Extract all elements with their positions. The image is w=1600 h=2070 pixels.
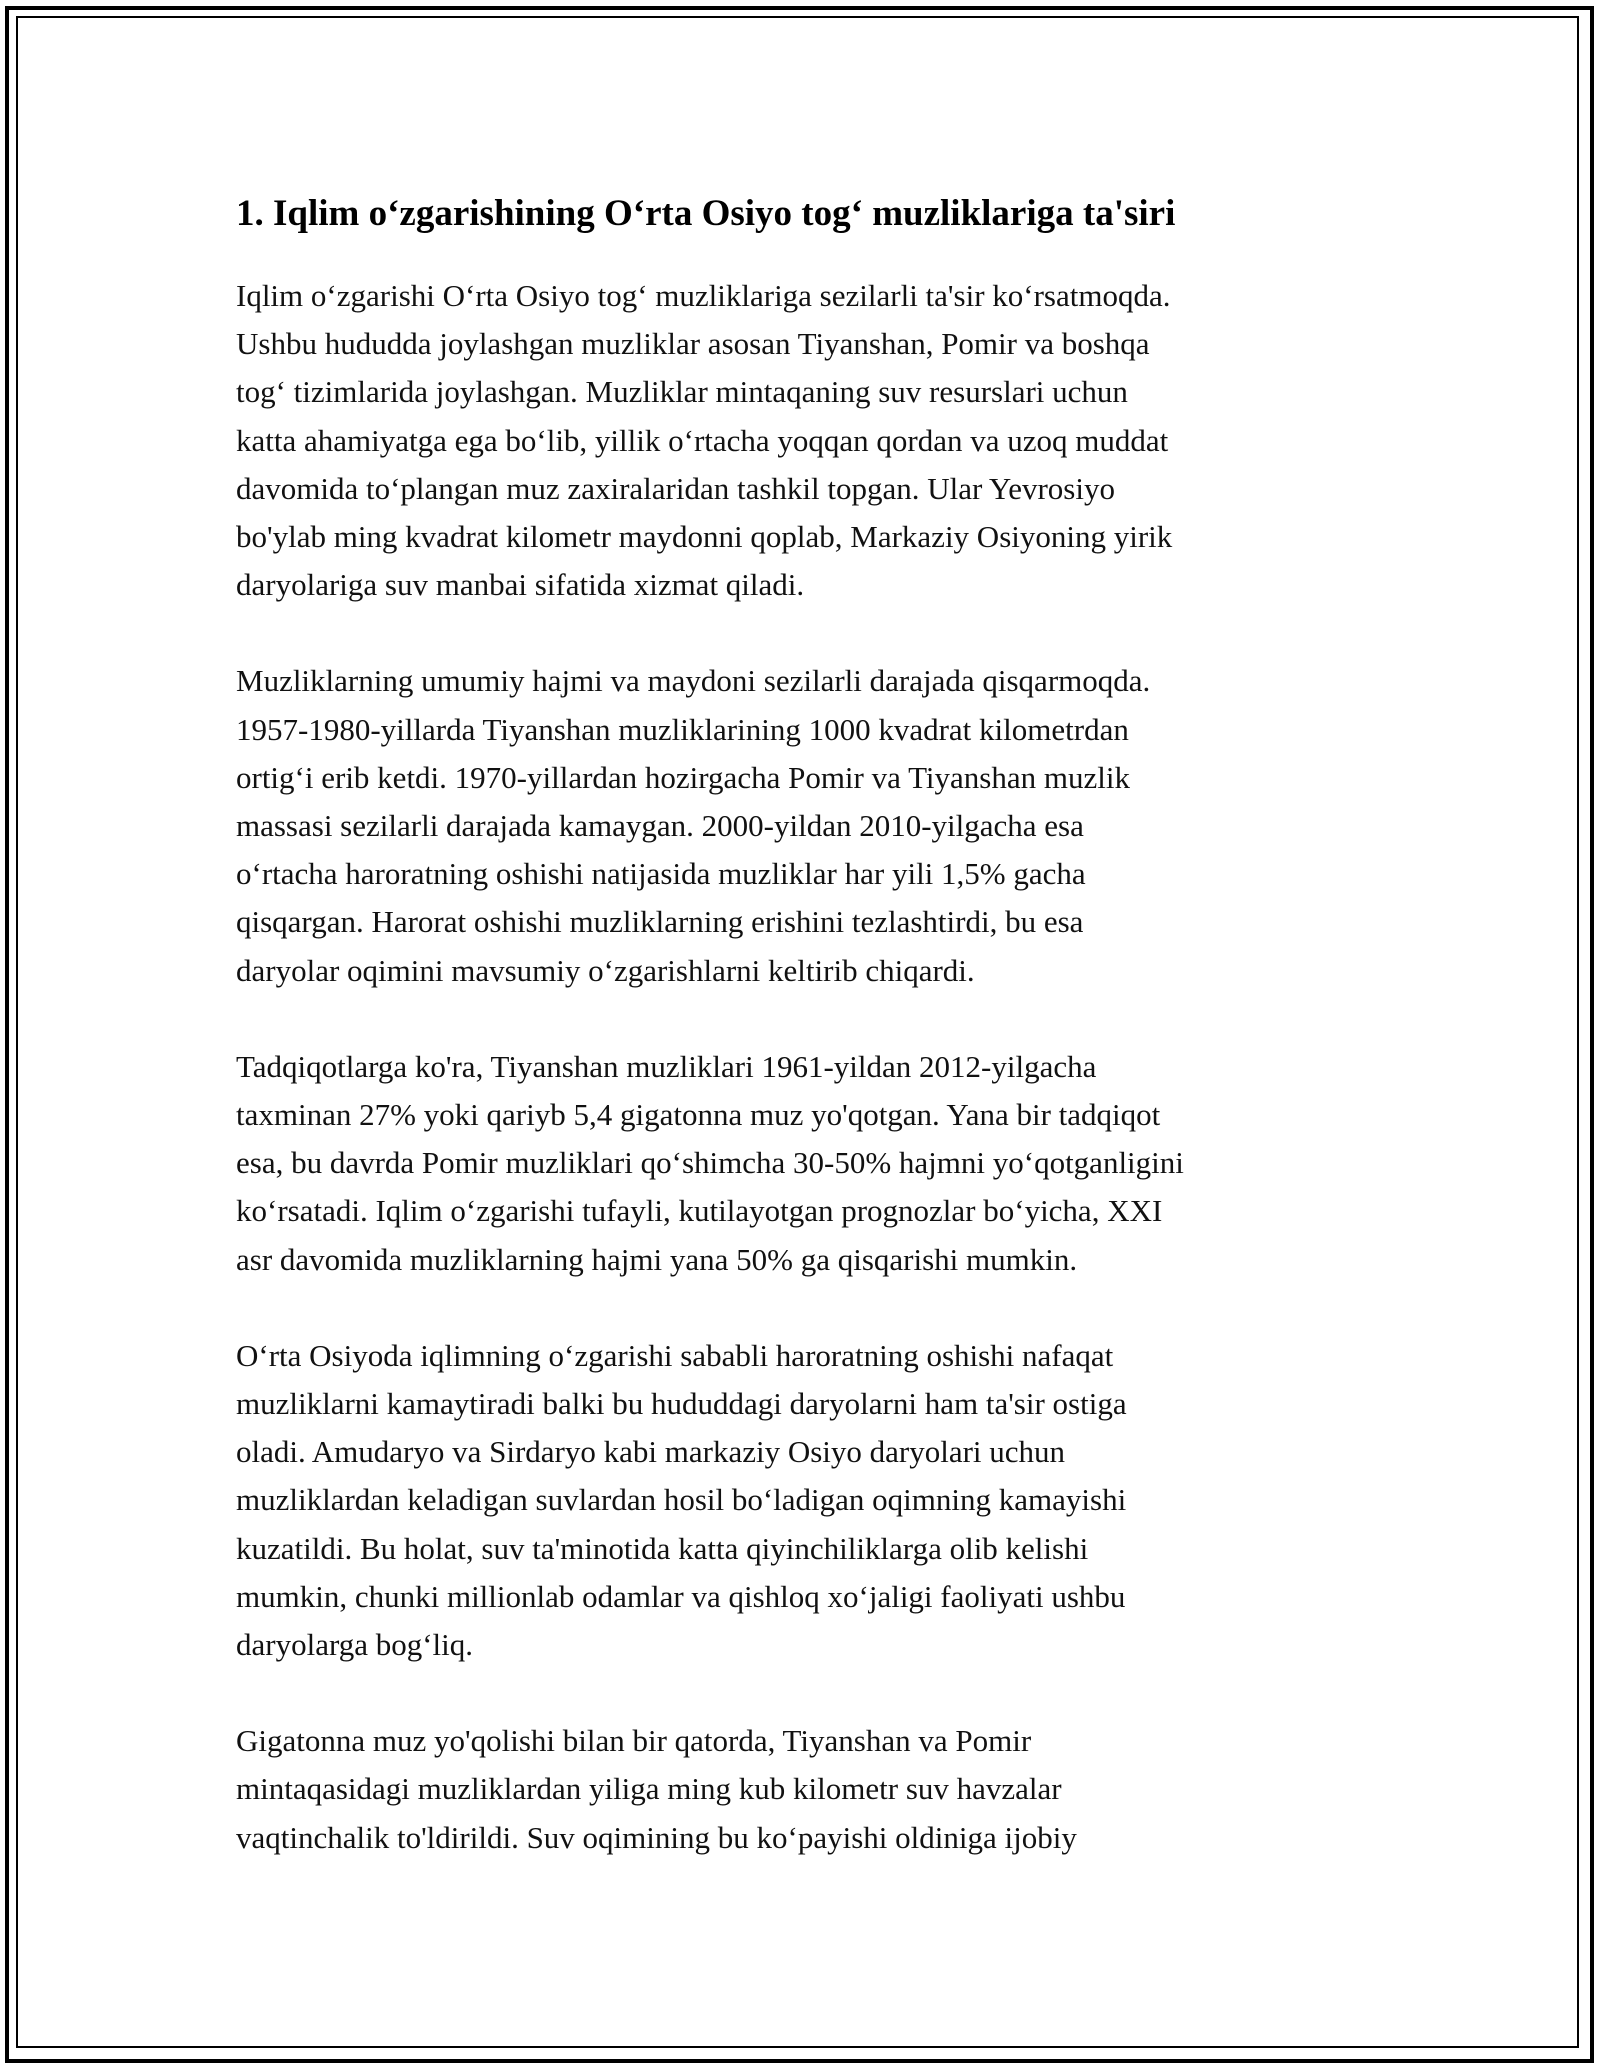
paragraph-line: daryolariga suv manbai sifatida xizmat qiladi. <box>236 567 805 603</box>
paragraph-line: Tadqiqotlarga ko'ra, Tiyanshan muzliklari 1961-yildan 2012-yilgacha <box>236 1048 1097 1084</box>
paragraph-line: muzliklarni kamaytiradi balki bu hududdagi daryolarni ham ta'sir ostiga <box>236 1386 1127 1422</box>
paragraph-line: ko‘rsatadi. Iqlim o‘zgarishi tufayli, kutilayotgan prognozlar bo‘yicha, XXI <box>236 1193 1163 1229</box>
paragraph-line: muzliklardan keladigan suvlardan hosil bo‘ladigan oqimning kamayishi <box>236 1482 1127 1518</box>
paragraph-line: Iqlim o‘zgarishi O‘rta Osiyo tog‘ muzliklariga sezilarli ta'sir ko‘rsatmoqda. <box>236 278 1171 313</box>
paragraph-line: Muzliklarning umumiy hajmi va maydoni sezilarli darajada qisqarmoqda. <box>236 663 1151 699</box>
document-body <box>236 186 1371 1910</box>
paragraph-line: asr davomida muzliklarning hajmi yana 50% ga qisqarishi mumkin. <box>236 1241 1078 1277</box>
paragraph-line: 1957-1980-yillarda Tiyanshan muzliklarining 1000 kvadrat kilometrdan <box>236 711 1129 747</box>
paragraph-4 <box>236 1332 1371 1669</box>
paragraph-line: o‘rtacha haroratning oshishi natijasida muzliklar har yili 1,5% gacha <box>236 856 1086 892</box>
paragraph-line: massasi sezilarli darajada kamaygan. 2000-yildan 2010-yilgacha esa <box>236 808 1084 844</box>
paragraph-line: daryolar oqimini mavsumiy o‘zgarishlarni keltirib chiqardi. <box>236 952 975 988</box>
paragraph-line: bo'ylab ming kvadrat kilometr maydonni qoplab, Markaziy Osiyoning yirik <box>236 519 1173 555</box>
paragraph-line: taxminan 27% yoki qariyb 5,4 gigatonna muz yo'qotgan. Yana bir tadqiqot <box>236 1097 1161 1133</box>
paragraph-line: oladi. Amudaryo va Sirdaryo kabi markaziy Osiyo daryolari uchun <box>236 1434 1066 1470</box>
section-heading: 1. Iqlim o‘zgarishining O‘rta Osiyo tog‘ muzliklariga ta'siri <box>236 193 1176 234</box>
paragraph-2 <box>236 657 1371 994</box>
paragraph-line: Ushbu hududda joylashgan muzliklar asosan Tiyanshan, Pomir va boshqa <box>236 326 1150 362</box>
paragraph-line: O‘rta Osiyoda iqlimning o‘zgarishi sababli haroratning oshishi nafaqat <box>236 1337 1114 1373</box>
paragraph-1 <box>236 272 1371 609</box>
paragraph-line: katta ahamiyatga ega bo‘lib, yillik o‘rtacha yoqqan qordan va uzoq muddat <box>236 422 1169 458</box>
paragraph-line: ortig‘i erib ketdi. 1970-yillardan hozirgacha Pomir va Tiyanshan muzlik <box>236 759 1130 795</box>
paragraph-5 <box>236 1717 1371 1862</box>
paragraph-line: tog‘ tizimlarida joylashgan. Muzliklar mintaqaning suv resurslari uchun <box>236 374 1128 410</box>
paragraph-3 <box>236 1043 1371 1284</box>
paragraph-line: davomida to‘plangan muz zaxiralaridan tashkil topgan. Ular Yevrosiyo <box>236 470 1115 506</box>
paragraph-line: Gigatonna muz yo'qolishi bilan bir qatorda, Tiyanshan va Pomir <box>236 1723 1032 1759</box>
paragraph-line: esa, bu davrda Pomir muzliklari qo‘shimcha 30-50% hajmni yo‘qotganligini <box>236 1145 1184 1181</box>
paragraph-line: mintaqasidagi muzliklardan yiliga ming kub kilometr suv havzalar <box>236 1771 1062 1807</box>
paragraph-line: vaqtinchalik to'ldirildi. Suv oqimining bu ko‘payishi oldiniga ijobiy <box>236 1819 1077 1855</box>
paragraph-line: mumkin, chunki millionlab odamlar va qishloq xo‘jaligi faoliyati ushbu <box>236 1578 1126 1614</box>
paragraph-line: daryolarga bog‘liq. <box>236 1627 474 1663</box>
paragraph-line: qisqargan. Harorat oshishi muzliklarning erishini tezlashtirdi, bu esa <box>236 904 1084 940</box>
paragraph-line: kuzatildi. Bu holat, suv ta'minotida katta qiyinchiliklarga olib kelishi <box>236 1530 1089 1566</box>
